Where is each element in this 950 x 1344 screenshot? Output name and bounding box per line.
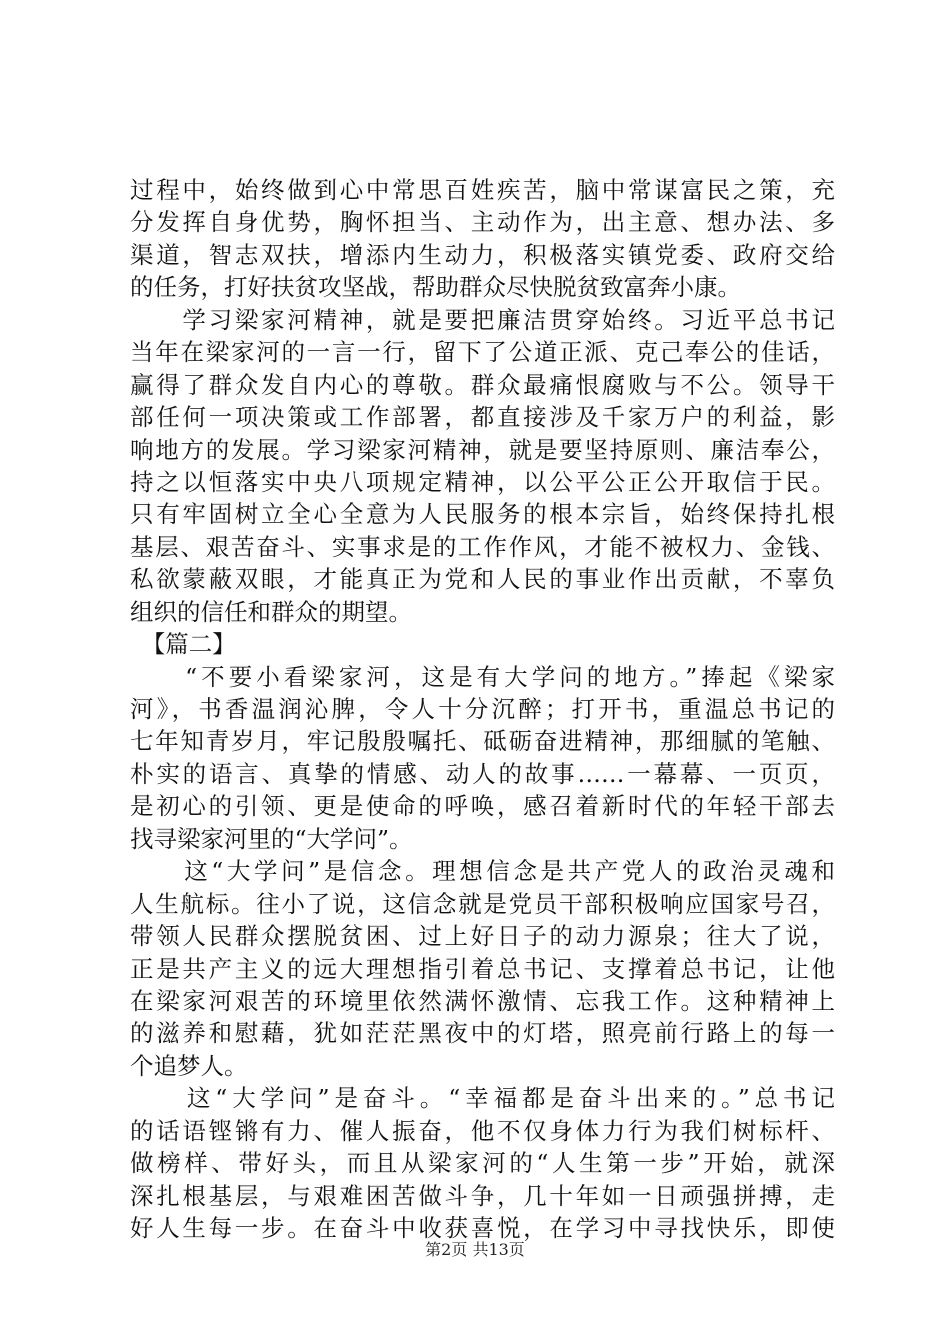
document-body bbox=[130, 174, 835, 1244]
text-line: 持之以恒落实中央八项规定精神，以公平公正公开取信于民。 bbox=[130, 467, 835, 496]
text-line: 在梁家河艰苦的环境里依然满怀激情、忘我工作。这种精神上 bbox=[130, 986, 835, 1015]
text-line: 个追梦人。 bbox=[130, 1051, 248, 1080]
text-line: 部任何一项决策或工作部署，都直接涉及千家万户的利益，影 bbox=[130, 403, 835, 432]
text-line: 的滋养和慰藉，犹如茫茫黑夜中的灯塔，照亮前行路上的每一 bbox=[130, 1019, 835, 1048]
text-line: 响地方的发展。学习梁家河精神，就是要坚持原则、廉洁奉公， bbox=[130, 435, 835, 464]
text-line: 是初心的引领、更是使命的呼唤，感召着新时代的年轻干部去 bbox=[130, 792, 835, 821]
text-line: 正是共产主义的远大理想指引着总书记、支撑着总书记，让他 bbox=[130, 954, 835, 983]
text-line: 私欲蒙蔽双眼，才能真正为党和人民的事业作出贡献，不辜负 bbox=[130, 565, 835, 594]
text-line: 组织的信任和群众的期望。 bbox=[130, 597, 412, 626]
text-line: “不要小看梁家河，这是有大学问的地方。”捧起《梁家 bbox=[130, 662, 835, 691]
text-line: 河》，书香温润沁脾，令人十分沉醉；打开书，重温总书记的 bbox=[130, 695, 835, 723]
text-line: 找寻梁家河里的“大学问”。 bbox=[130, 824, 413, 853]
text-line: 这“大学问”是奋斗。“幸福都是奋斗出来的。”总书记 bbox=[130, 1084, 835, 1113]
text-line: 过程中，始终做到心中常思百姓疾苦，脑中常谋富民之策，充 bbox=[130, 176, 835, 204]
text-line: 好人生每一步。在奋斗中收获喜悦，在学习中寻找快乐，即使 bbox=[130, 1214, 835, 1242]
text-line: 人生航标。往小了说，这信念就是党员干部积极响应国家号召， bbox=[130, 889, 835, 918]
text-line: 学习梁家河精神，就是要把廉洁贯穿始终。习近平总书记 bbox=[130, 305, 835, 334]
text-line: 深扎根基层，与艰难困苦做斗争，几十年如一日顽强拼搏，走 bbox=[130, 1181, 835, 1210]
text-line: 朴实的语言、真挚的情感、动人的故事……一幕幕、一页页， bbox=[130, 759, 835, 788]
text-line: 赢得了群众发自内心的尊敬。群众最痛恨腐败与不公。领导干 bbox=[130, 370, 835, 399]
text-line: 这“大学问”是信念。理想信念是共产党人的政治灵魂和 bbox=[130, 857, 835, 886]
text-line: 七年知青岁月，牢记殷殷嘱托、砥砺奋进精神，那细腻的笔触、 bbox=[130, 727, 835, 756]
text-line: 的话语铿锵有力、催人振奋，他不仅身体力行为我们树标杆、 bbox=[130, 1116, 835, 1145]
text-line: 的任务，打好扶贫攻坚战，帮助群众尽快脱贫致富奔小康。 bbox=[130, 273, 741, 302]
text-line: 基层、艰苦奋斗、实事求是的工作作风，才能不被权力、金钱、 bbox=[130, 532, 835, 561]
text-line: 【篇二】 bbox=[130, 630, 236, 659]
text-line: 当年在梁家河的一言一行，留下了公道正派、克己奉公的佳话， bbox=[130, 338, 835, 367]
text-line: 渠道，智志双扶，增添内生动力，积极落实镇党委、政府交给 bbox=[130, 240, 835, 269]
text-line: 分发挥自身优势，胸怀担当、主动作为，出主意、想办法、多 bbox=[130, 208, 835, 237]
page-footer: 第2页 共13页 bbox=[425, 1240, 525, 1259]
text-line: 带领人民群众摆脱贫困、过上好日子的动力源泉；往大了说， bbox=[130, 922, 835, 951]
text-line: 做榜样、带好头，而且从梁家河的“人生第一步”开始，就深 bbox=[130, 1149, 835, 1178]
text-line: 只有牢固树立全心全意为人民服务的根本宗旨，始终保持扎根 bbox=[130, 500, 835, 529]
